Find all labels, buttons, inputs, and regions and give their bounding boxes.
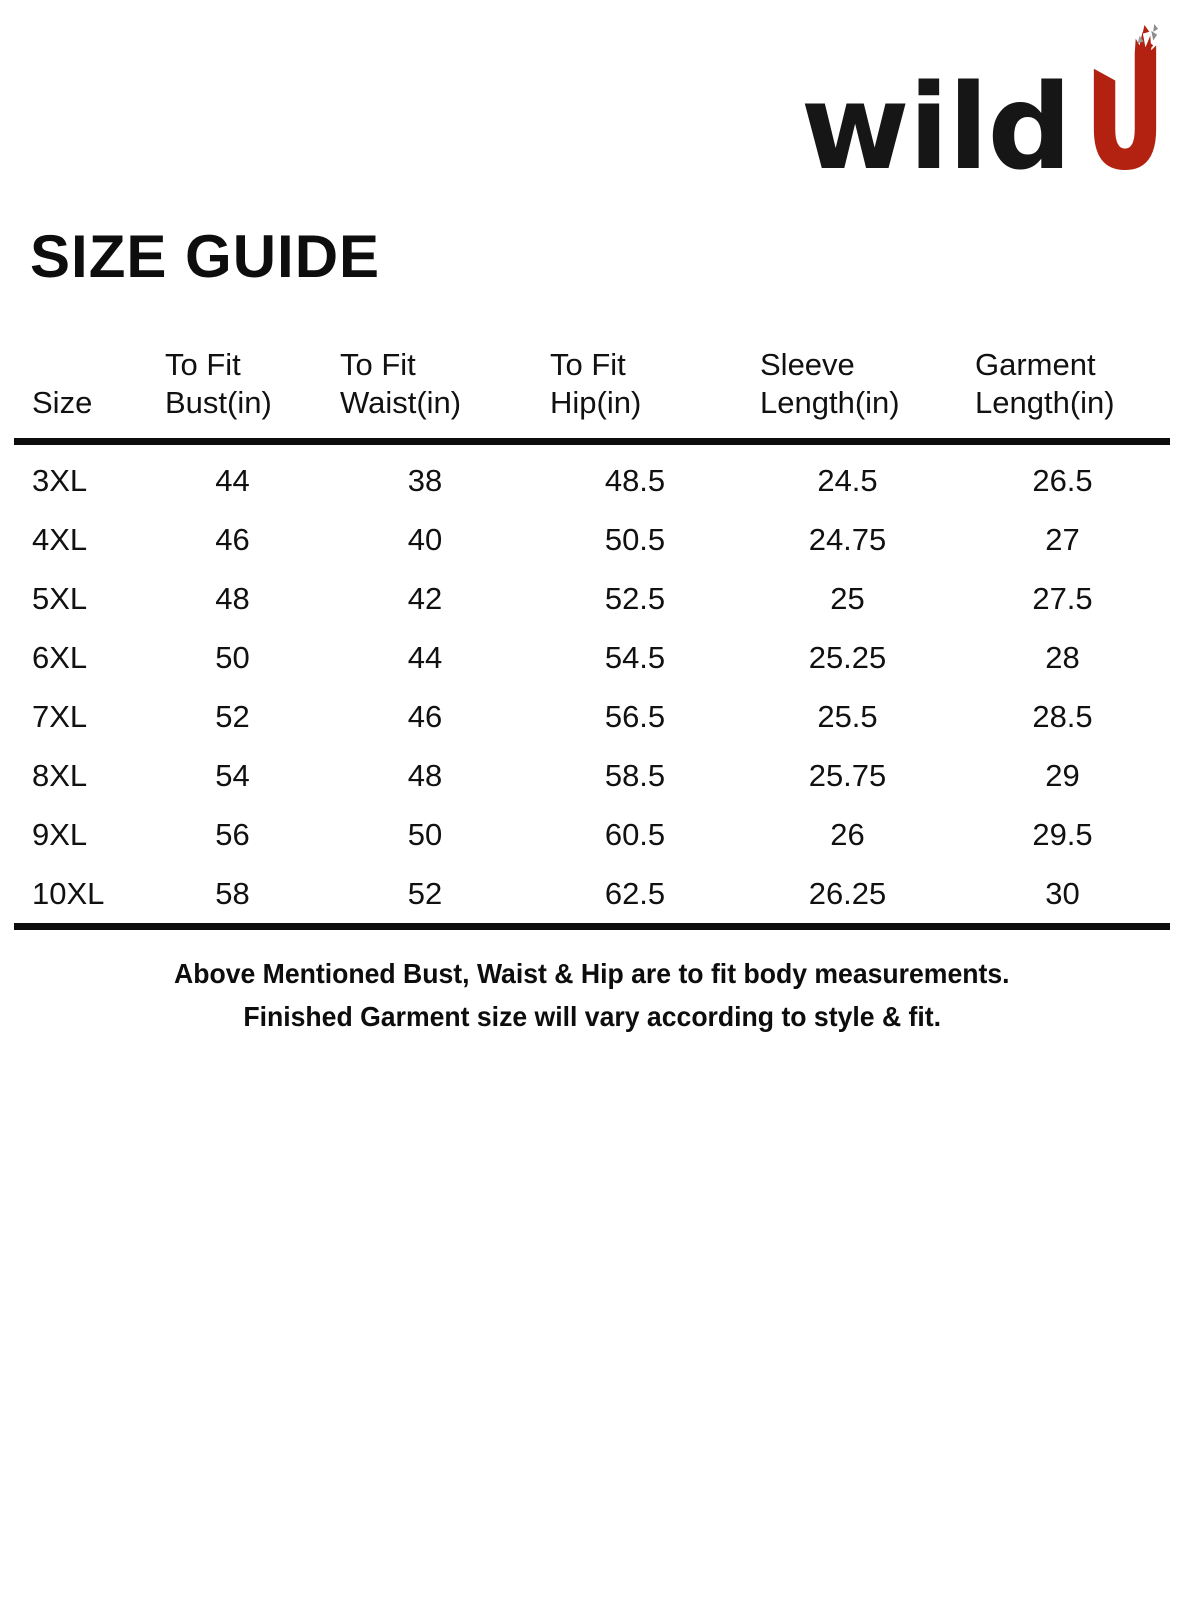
- cell-waist: 42: [407, 580, 443, 616]
- cell-sleeve-length: 25.75: [808, 757, 887, 793]
- cell-waist: 44: [407, 639, 443, 675]
- cell-sleeve-length: 25: [830, 580, 865, 616]
- feather-speck: [1143, 25, 1150, 34]
- feather-speck: [1153, 24, 1158, 32]
- brand-wordmark: wild: [800, 58, 1071, 196]
- cell-bust: 44: [215, 462, 250, 498]
- table-row: [14, 628, 1170, 687]
- brand-mark-u-shape: [1094, 32, 1156, 170]
- cell-waist: 50: [407, 816, 443, 852]
- cell-hip: 60.5: [604, 816, 666, 852]
- col-header-garment-length: Garment Length(in): [975, 347, 1115, 420]
- feather-speck: [1151, 31, 1157, 41]
- table-row: [14, 864, 1170, 927]
- footnote-line-1: Above Mentioned Bust, Waist & Hip are to fit body measurements.: [174, 958, 1010, 989]
- col-header-hip: To Fit Hip(in): [550, 347, 642, 420]
- cell-size: 6XL: [32, 639, 88, 675]
- cell-waist: 40: [407, 521, 443, 557]
- cell-sleeve-length: 25.5: [817, 698, 878, 734]
- cell-garment-length: 29: [1045, 757, 1080, 793]
- cell-hip: 62.5: [604, 875, 666, 911]
- cell-bust: 54: [215, 757, 250, 793]
- cell-size: 3XL: [32, 462, 88, 498]
- cell-size: 10XL: [32, 875, 105, 911]
- cell-bust: 58: [215, 875, 250, 911]
- cell-hip: 48.5: [604, 462, 666, 498]
- cell-bust: 46: [215, 521, 250, 557]
- table-row: [14, 510, 1170, 569]
- cell-garment-length: 30: [1045, 875, 1080, 911]
- cell-bust: 56: [215, 816, 250, 852]
- col-header-waist: To Fit Waist(in): [340, 347, 462, 420]
- cell-garment-length: 28: [1045, 639, 1080, 675]
- cell-size: 7XL: [32, 698, 88, 734]
- table-row: [14, 805, 1170, 864]
- cell-sleeve-length: 25.25: [808, 639, 887, 675]
- cell-garment-length: 28.5: [1032, 698, 1093, 734]
- cell-sleeve-length: 26: [830, 816, 865, 852]
- cell-garment-length: 27: [1045, 521, 1080, 557]
- cell-waist: 46: [407, 698, 443, 734]
- brand-logo: [800, 24, 1164, 196]
- table-header-row: [14, 346, 1170, 442]
- table-row: [14, 442, 1170, 511]
- cell-waist: 38: [407, 462, 443, 498]
- cell-sleeve-length: 24.75: [808, 521, 887, 557]
- cell-bust: 48: [215, 580, 250, 616]
- size-table: [14, 346, 1170, 930]
- cell-sleeve-length: 24.5: [817, 462, 878, 498]
- cell-garment-length: 26.5: [1032, 462, 1093, 498]
- cell-hip: 56.5: [604, 698, 666, 734]
- cell-hip: 50.5: [604, 521, 666, 557]
- cell-garment-length: 27.5: [1032, 580, 1093, 616]
- footnote: [14, 952, 1170, 1038]
- cell-sleeve-length: 26.25: [808, 875, 887, 911]
- cell-size: 5XL: [32, 580, 88, 616]
- cell-size: 9XL: [32, 816, 88, 852]
- col-header-size: Size: [32, 385, 93, 420]
- page-title: SIZE GUIDE: [30, 223, 381, 290]
- cell-waist: 52: [407, 875, 443, 911]
- col-header-bust: To Fit Bust(in): [165, 347, 272, 420]
- brand-mark-u-icon: [1086, 24, 1164, 170]
- cell-size: 4XL: [32, 521, 88, 557]
- table-row: [14, 569, 1170, 628]
- cell-waist: 48: [407, 757, 443, 793]
- cell-hip: 58.5: [604, 757, 666, 793]
- cell-bust: 52: [215, 698, 250, 734]
- cell-bust: 50: [215, 639, 250, 675]
- cell-garment-length: 29.5: [1032, 816, 1093, 852]
- cell-size: 8XL: [32, 757, 88, 793]
- cell-hip: 54.5: [604, 639, 666, 675]
- table-row: [14, 687, 1170, 746]
- footnote-line-2: Finished Garment size will vary according to style & fit.: [243, 1001, 941, 1032]
- cell-hip: 52.5: [604, 580, 666, 616]
- col-header-sleeve-length: Sleeve Length(in): [760, 347, 900, 420]
- table-row: [14, 746, 1170, 805]
